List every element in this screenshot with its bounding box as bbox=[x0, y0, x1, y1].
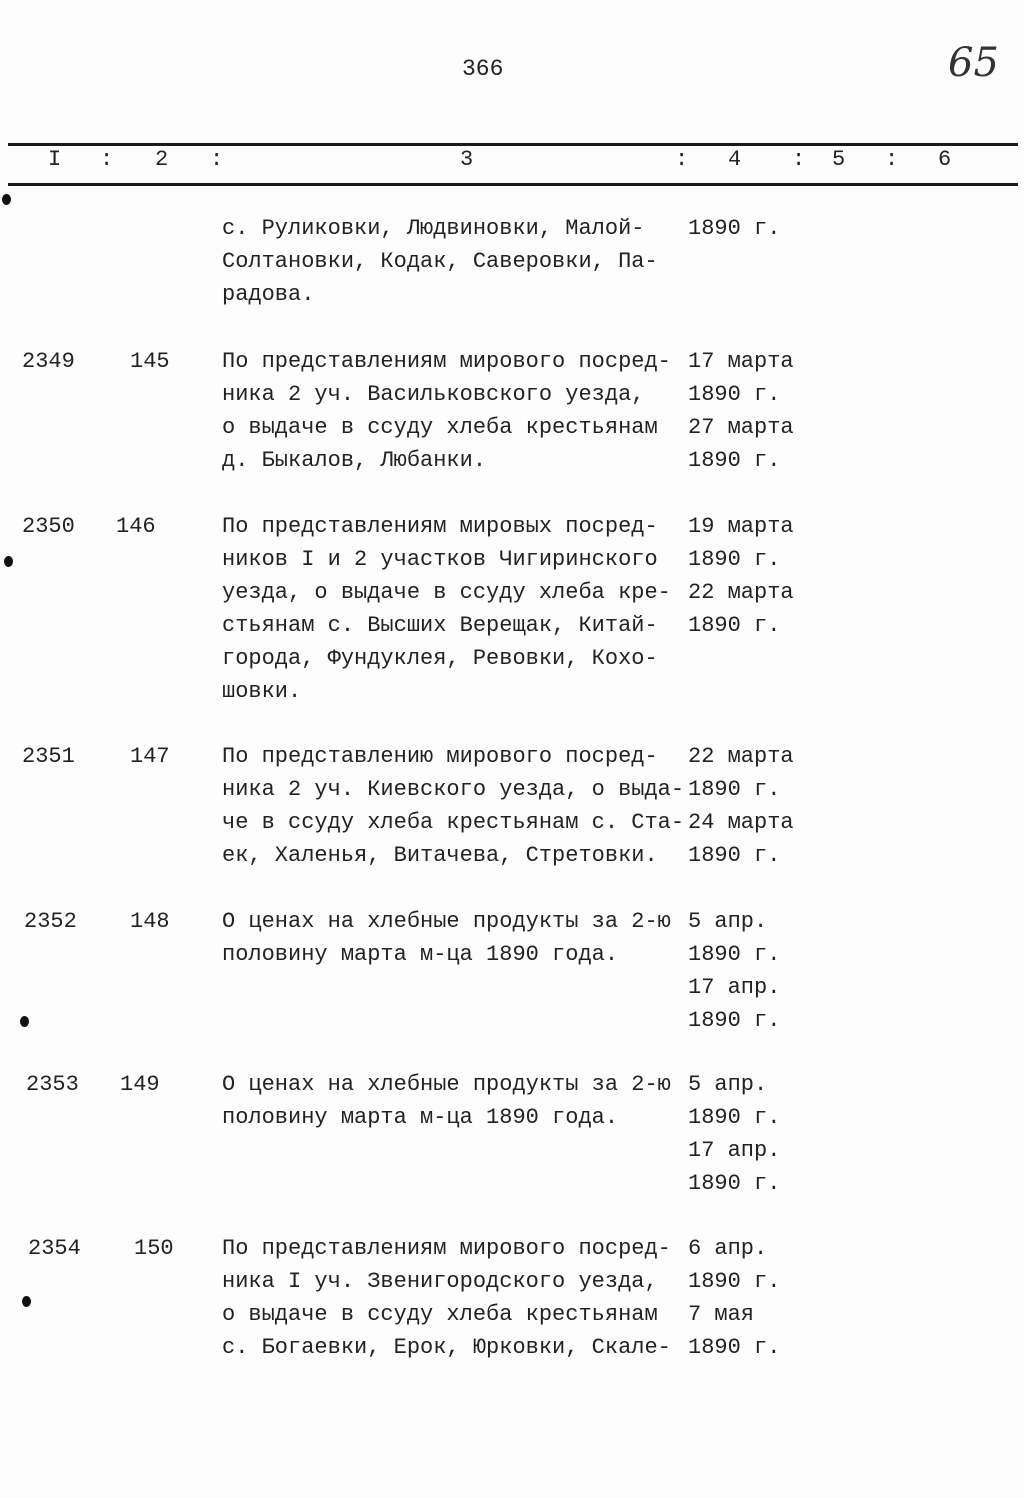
separator: : bbox=[100, 147, 114, 172]
title-line: уезда, о выдаче в ссуду хлеба кре- bbox=[222, 580, 671, 605]
case-title bbox=[222, 1068, 671, 1134]
date-line: 19 марта bbox=[688, 514, 794, 539]
column-header-6: 6 bbox=[938, 147, 952, 172]
case-number: 2353 bbox=[26, 1072, 79, 1097]
date-line: 1890 г. bbox=[688, 382, 781, 407]
title-line: ника 2 уч. Киевского уезда, о выда- bbox=[222, 777, 685, 802]
date-line: 17 апр. bbox=[688, 1138, 781, 1163]
title-line: че в ссуду хлеба крестьянам с. Ста- bbox=[222, 810, 685, 835]
title-line: шовки. bbox=[222, 679, 302, 704]
separator: : bbox=[210, 147, 224, 172]
original-number: 149 bbox=[120, 1072, 160, 1097]
header-bottom-rule bbox=[8, 183, 1018, 186]
date-line: 1890 г. bbox=[688, 1269, 781, 1294]
punch-hole-mark bbox=[2, 194, 11, 205]
punch-hole-mark bbox=[4, 556, 13, 567]
original-number: 146 bbox=[116, 514, 156, 539]
case-dates bbox=[688, 510, 794, 642]
title-line: По представлению мирового посред- bbox=[222, 744, 658, 769]
case-dates bbox=[688, 740, 794, 872]
date-line: 22 марта bbox=[688, 580, 794, 605]
title-line: города, Фундуклея, Ревовки, Кохо- bbox=[222, 646, 658, 671]
date-line: 1890 г. bbox=[688, 1335, 781, 1360]
original-number: 147 bbox=[130, 744, 170, 769]
date-line: 17 марта bbox=[688, 349, 794, 374]
case-title bbox=[222, 1232, 671, 1364]
title-line: радова. bbox=[222, 282, 315, 307]
title-line: о выдаче в ссуду хлеба крестьянам bbox=[222, 415, 658, 440]
date-line: 1890 г. bbox=[688, 843, 781, 868]
column-header-4: 4 bbox=[728, 147, 742, 172]
title-line: ника I уч. Звенигородского уезда, bbox=[222, 1269, 658, 1294]
title-line: ника 2 уч. Васильковского уезда, bbox=[222, 382, 645, 407]
title-line: половину марта м-ца 1890 года. bbox=[222, 1105, 619, 1130]
title-line: половину марта м-ца 1890 года. bbox=[222, 942, 619, 967]
date-line: 1890 г. bbox=[688, 1171, 781, 1196]
column-header-3: 3 bbox=[460, 147, 474, 172]
case-dates bbox=[688, 1068, 780, 1200]
date-line: 1890 г. bbox=[688, 1105, 781, 1130]
date-line: 1890 г. bbox=[688, 547, 781, 572]
date-line: 1890 г. bbox=[688, 216, 781, 241]
case-dates bbox=[688, 1232, 780, 1364]
date-line: 1890 г. bbox=[688, 448, 781, 473]
column-header-2: 2 bbox=[155, 147, 169, 172]
title-line: с. Богаевки, Ерок, Юрковки, Скале- bbox=[222, 1335, 671, 1360]
case-title bbox=[222, 905, 671, 971]
original-number: 145 bbox=[130, 349, 170, 374]
title-line: По представлениям мировых посред- bbox=[222, 514, 658, 539]
case-number: 2349 bbox=[22, 349, 75, 374]
case-dates bbox=[688, 905, 780, 1037]
title-line: д. Быкалов, Любанки. bbox=[222, 448, 487, 473]
case-number: 2351 bbox=[22, 744, 75, 769]
case-dates bbox=[688, 345, 794, 477]
original-number: 150 bbox=[134, 1236, 174, 1261]
page-number: 366 bbox=[462, 56, 504, 82]
title-line: О ценах на хлебные продукты за 2-ю bbox=[222, 909, 671, 934]
column-header-5: 5 bbox=[832, 147, 846, 172]
date-line: 17 апр. bbox=[688, 975, 781, 1000]
punch-hole-mark bbox=[20, 1016, 29, 1027]
date-line: 27 марта bbox=[688, 415, 794, 440]
title-line: стьянам с. Высших Верещак, Китай- bbox=[222, 613, 658, 638]
date-line: 1890 г. bbox=[688, 942, 781, 967]
original-number: 148 bbox=[130, 909, 170, 934]
title-line: О ценах на хлебные продукты за 2-ю bbox=[222, 1072, 671, 1097]
title-line: По представлениям мирового посред- bbox=[222, 1236, 671, 1261]
date-line: 5 апр. bbox=[688, 909, 768, 934]
title-line: о выдаче в ссуду хлеба крестьянам bbox=[222, 1302, 658, 1327]
date-line: 22 марта bbox=[688, 744, 794, 769]
date-line: 5 апр. bbox=[688, 1072, 768, 1097]
header-top-rule bbox=[8, 143, 1018, 146]
title-line: ников I и 2 участков Чигиринского bbox=[222, 547, 658, 572]
case-title bbox=[222, 740, 684, 872]
case-dates bbox=[688, 212, 780, 245]
date-line: 1890 г. bbox=[688, 1008, 781, 1033]
case-number: 2354 bbox=[28, 1236, 81, 1261]
case-title bbox=[222, 212, 658, 311]
column-header-1: I bbox=[48, 147, 62, 172]
separator: : bbox=[675, 147, 689, 172]
title-line: Солтановки, Кодак, Саверовки, Па- bbox=[222, 249, 658, 274]
separator: : bbox=[792, 147, 806, 172]
date-line: 7 мая bbox=[688, 1302, 755, 1327]
date-line: 24 марта bbox=[688, 810, 794, 835]
case-title bbox=[222, 510, 671, 708]
case-number: 2352 bbox=[24, 909, 77, 934]
title-line: По представлениям мирового посред- bbox=[222, 349, 671, 374]
folio-handwritten-number: 65 bbox=[948, 40, 999, 86]
title-line: с. Руликовки, Людвиновки, Малой- bbox=[222, 216, 645, 241]
date-line: 1890 г. bbox=[688, 777, 781, 802]
case-title bbox=[222, 345, 671, 477]
date-line: 6 апр. bbox=[688, 1236, 768, 1261]
punch-hole-mark bbox=[22, 1296, 31, 1307]
separator: : bbox=[885, 147, 899, 172]
title-line: ек, Халенья, Витачева, Стретовки. bbox=[222, 843, 658, 868]
case-number: 2350 bbox=[22, 514, 75, 539]
date-line: 1890 г. bbox=[688, 613, 781, 638]
